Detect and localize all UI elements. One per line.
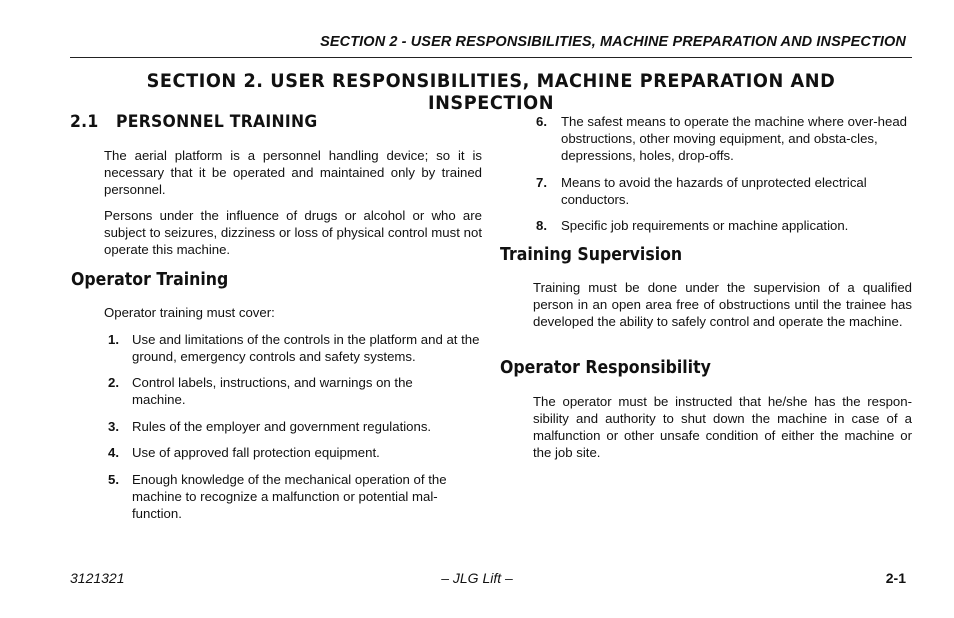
running-header: SECTION 2 - USER RESPONSIBILITIES, MACHINE PREPARATION AND INSPECTION [320,34,906,50]
list-item-text: The safest means to operate the machine where over-head obstructions, other moving equipment, and obsta-cles, depressions, holes, drop-offs. [561,114,908,163]
list-item-text: Use and limitations of the controls in the platform and at the ground, emergency controls and safety systems. [132,332,480,364]
list-item-number: 7. [536,175,547,190]
operator-responsibility-text: The operator must be instructed that he/she has the respon-sibility and authority to shut down the machine in case of a malfunction or other unsafe condition of either the machine or the job site. [533,394,912,460]
list-item-number: 5. [108,472,119,487]
list-item-text: Means to avoid the hazards of unprotected electrical conductors. [561,175,867,207]
list-item-text: Specific job requirements or machine application. [561,218,849,233]
intro-paragraph-1: The aerial platform is a personnel handling device; so it is necessary that it be operated and maintained only by trained personnel. [104,148,482,197]
list-item-text: Enough knowledge of the mechanical operation of the machine to recognize a malfunction or potential mal-function. [132,472,447,521]
list-item-text: Use of approved fall protection equipment. [132,445,380,460]
list-item-text: Rules of the employer and government regulations. [132,419,432,434]
header-rule [70,57,912,58]
heading-number: 2.1 [70,112,99,132]
list-item-number: 8. [536,218,547,233]
heading-operator-responsibility: Operator Responsibility [500,358,711,378]
heading-personnel-training [70,112,317,132]
list-item-number: 1. [108,332,119,347]
footer-page-number: 2-1 [885,570,906,586]
section-title: SECTION 2. USER RESPONSIBILITIES, MACHINE PREPARATION AND INSPECTION [146,70,836,114]
list-item-number: 3. [108,419,119,434]
list-item-number: 6. [536,114,547,129]
footer-publisher: – JLG Lift – [441,570,513,586]
heading-operator-training: Operator Training [71,270,229,290]
footer-doc-number: 3121321 [70,570,125,586]
list-item-number: 4. [108,445,119,460]
intro-paragraph-2: Persons under the influence of drugs or alcohol or who are subject to seizures, dizziness or loss of physical control must not operate this machine. [104,208,482,257]
heading-title: PERSONNEL TRAINING [116,112,318,132]
heading-training-supervision: Training Supervision [500,245,683,265]
training-supervision-text: Training must be done under the supervision of a qualified person in an open area free of obstructions until the trainee has developed the ability to safely control and operate the machine. [533,280,912,329]
list-item-text: Control labels, instructions, and warnings on the machine. [132,375,413,407]
operator-training-lead: Operator training must cover: [104,305,275,320]
list-item-number: 2. [108,375,119,390]
